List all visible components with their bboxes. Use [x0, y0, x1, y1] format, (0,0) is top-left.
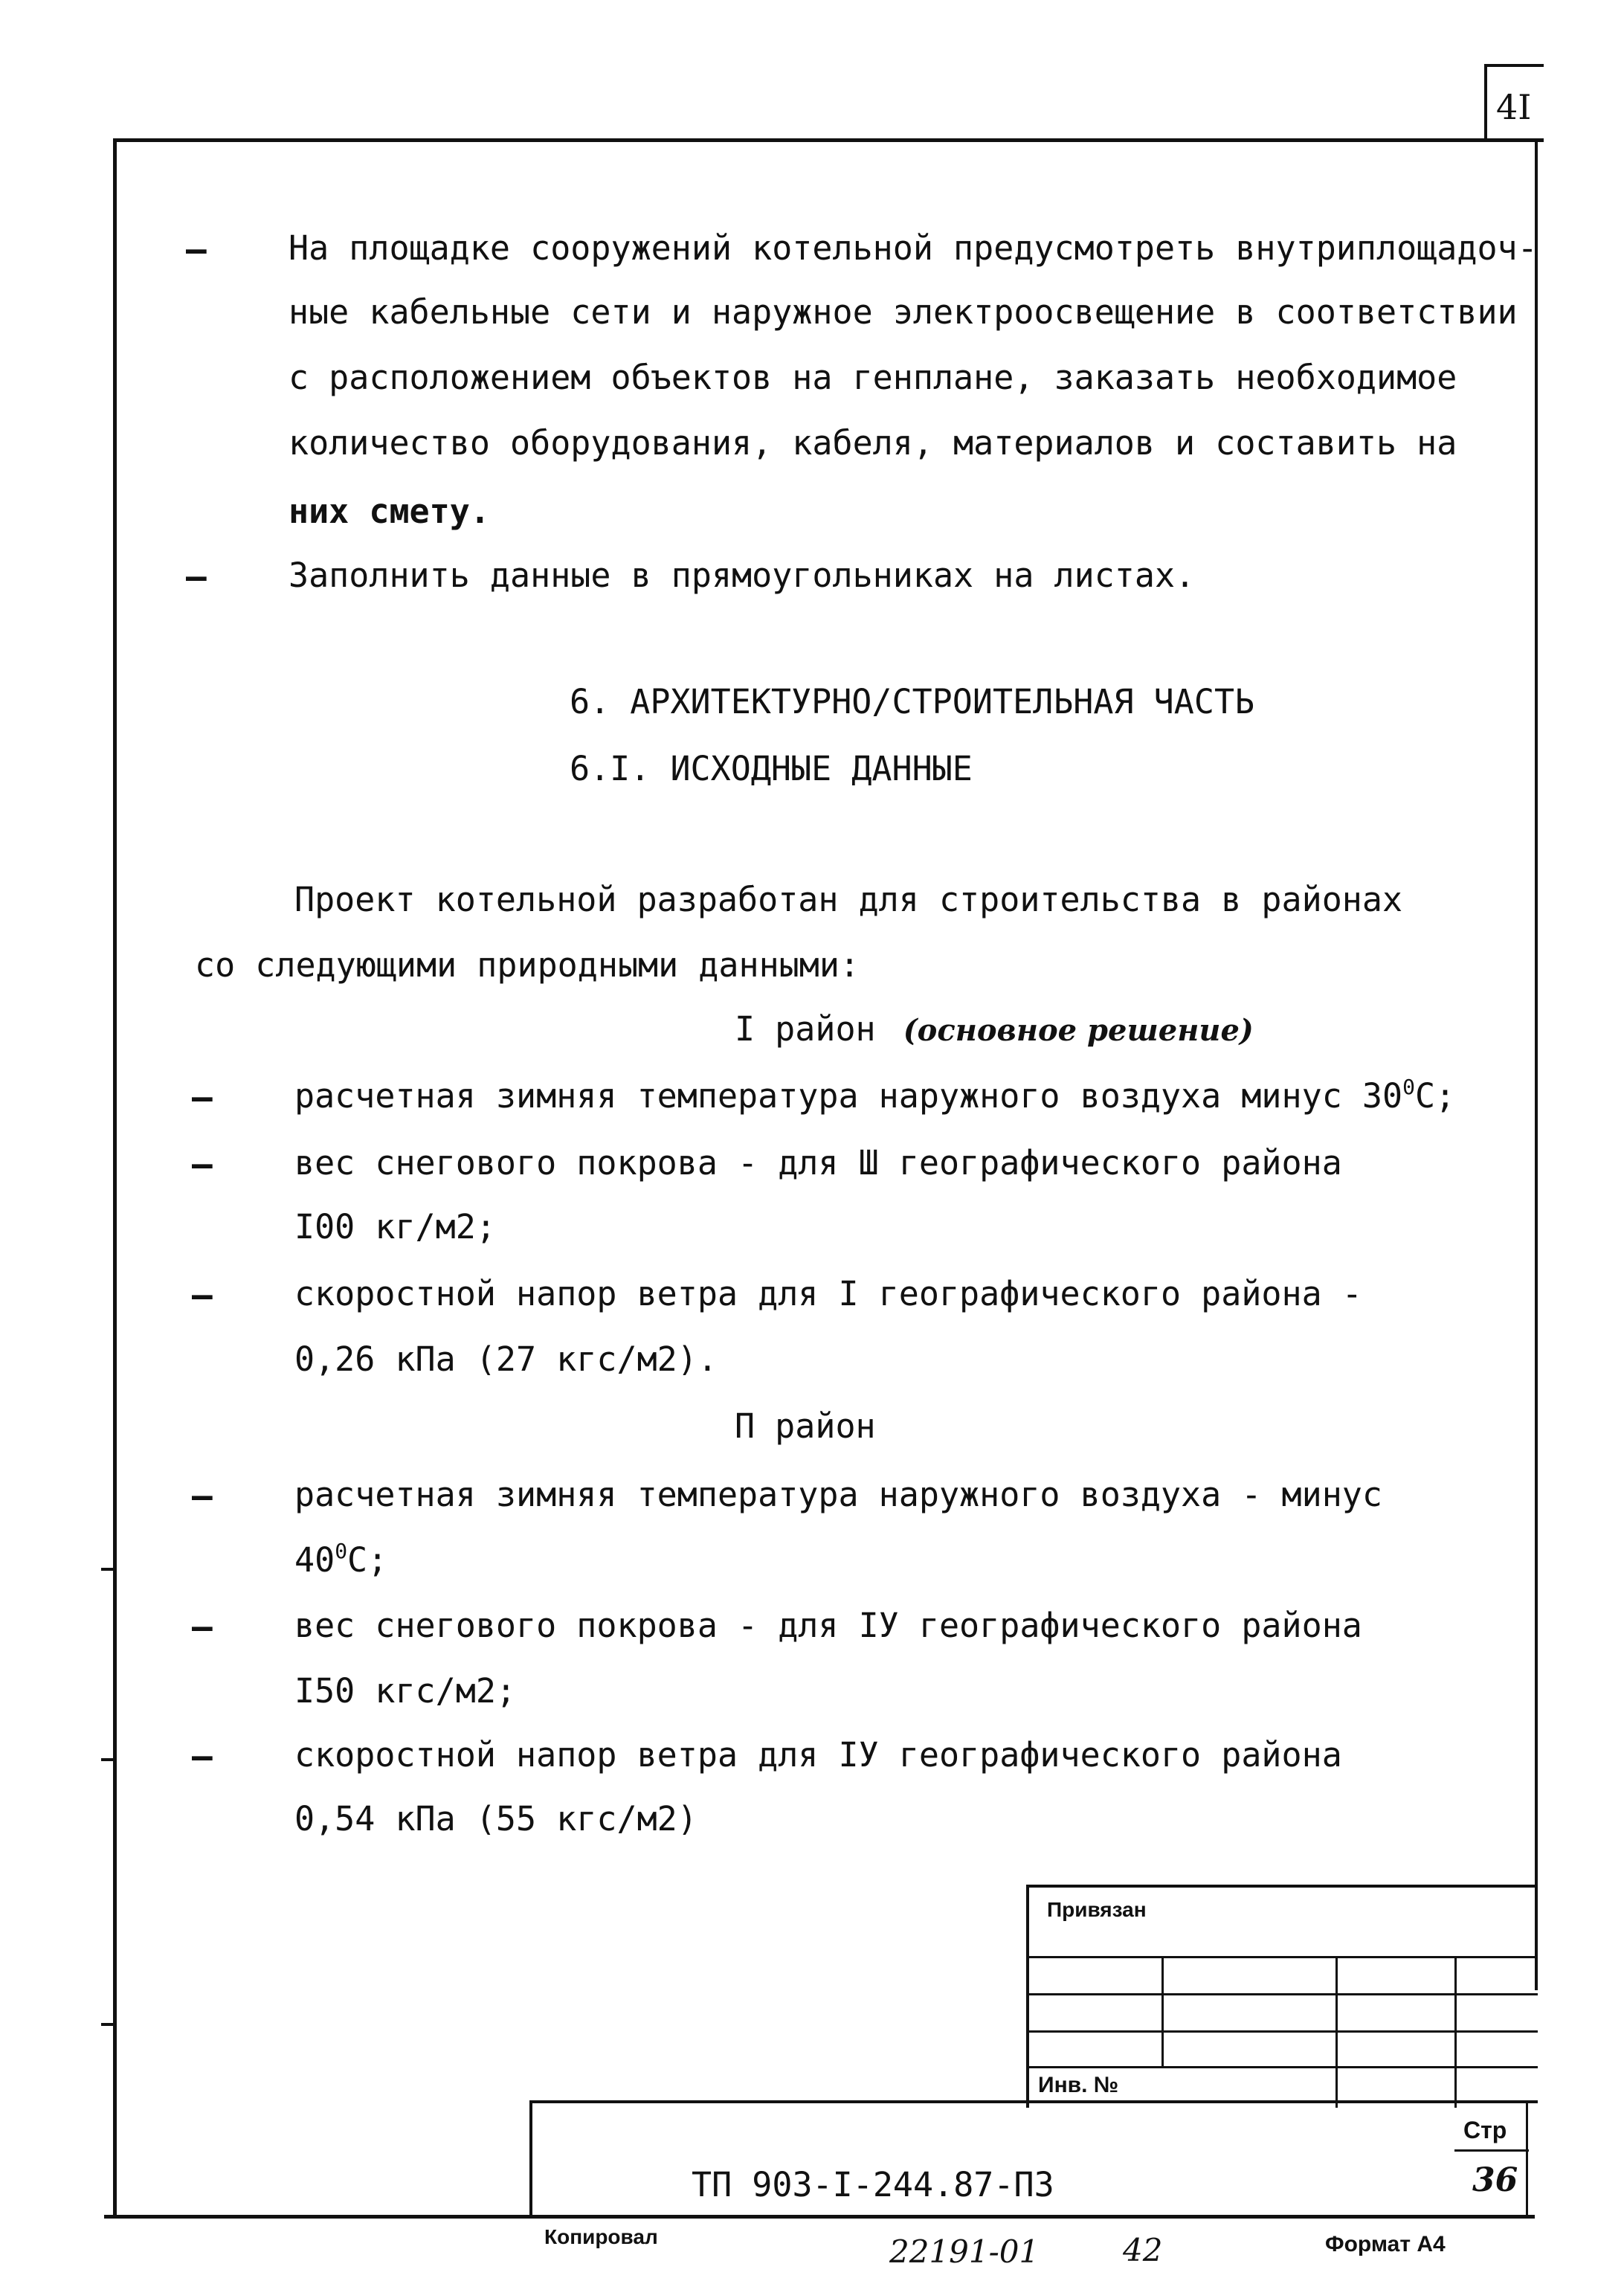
frame-top	[113, 138, 1544, 142]
region1-temperature-text: расчетная зимняя температура наружного воздуха минус 30	[294, 1076, 1403, 1116]
format-label: Формат А4	[1325, 2232, 1446, 2256]
list-dash: –	[192, 1476, 213, 1516]
list-dash: –	[192, 1144, 213, 1184]
region2-wind-line: скоростной напор ветра для IУ географического района	[294, 1735, 1342, 1775]
intro-line: со следующими природными данными:	[195, 945, 860, 985]
region2-temperature-line	[294, 1540, 387, 1581]
list-item-line: них смету.	[289, 492, 490, 531]
list-dash: –	[192, 1077, 213, 1117]
stamp-lower-left	[529, 2100, 532, 2216]
degree-mark: 0	[1402, 1075, 1415, 1099]
list-item-line: с расположением объектов на генплане, заказать необходимое	[289, 358, 1457, 397]
page-number-box-top	[1484, 64, 1544, 67]
region2-snow-line: I50 кгс/м2;	[294, 1671, 517, 1711]
order-number: 22191-01	[889, 2233, 1040, 2270]
margin-tick	[101, 1568, 115, 1571]
stamp-grid-v	[1454, 1956, 1457, 2108]
list-dash: –	[186, 556, 207, 596]
region1-snow-line: вес снегового покрова - для Ш географического района	[294, 1143, 1342, 1183]
region1-wind-line: скоростной напор ветра для I географического района -	[294, 1274, 1362, 1313]
region1-handwritten-note: (основное решение)	[903, 1013, 1254, 1048]
degree-mark: 0	[335, 1539, 348, 1563]
stamp-grid-v	[1335, 1956, 1338, 2108]
stamp-grid-v	[1161, 1956, 1164, 2068]
section-subtitle: 6.I. ИСХОДНЫЕ ДАННЫЕ	[570, 749, 973, 788]
margin-tick	[101, 1758, 115, 1761]
frame-bottom	[104, 2215, 1535, 2219]
list-dash: –	[192, 1275, 213, 1315]
stamp-grid-h	[1026, 1993, 1538, 1995]
page-number-box-left	[1484, 64, 1487, 141]
privyazan-label: Привязан	[1047, 1898, 1147, 1921]
list-dash: –	[186, 229, 207, 269]
list-dash: –	[192, 1736, 213, 1776]
inventory-number-label: Инв. №	[1038, 2073, 1119, 2097]
frame-right	[1535, 138, 1538, 1990]
stamp-grid-h	[1026, 1956, 1538, 1958]
stamp-upper-top	[1026, 1885, 1538, 1888]
region1-temperature	[294, 1075, 1455, 1117]
copied-label: Копировал	[544, 2225, 658, 2248]
list-dash: –	[192, 1606, 213, 1647]
region2-temperature-value: 40	[294, 1540, 335, 1580]
page-label: Стр	[1463, 2117, 1507, 2143]
list-item-line: Заполнить данные в прямоугольниках на листах.	[289, 556, 1196, 595]
region1-wind-line: 0,26 кПа (27 кгс/м2).	[294, 1339, 718, 1379]
region2-heading: П район	[735, 1406, 876, 1446]
stamp-lower-top	[529, 2100, 1538, 2103]
region1-temperature-unit: С;	[1414, 1076, 1456, 1116]
stamp-grid-h	[1026, 2066, 1538, 2068]
region2-wind-line: 0,54 кПа (55 кгс/м2)	[294, 1799, 697, 1839]
region1-snow-line: I00 кг/м2;	[294, 1207, 496, 1246]
list-item-line: количество оборудования, кабеля, материалов и составить на	[289, 423, 1457, 463]
page-number: 4I	[1496, 87, 1532, 127]
list-item-line: На площадке сооружений котельной предусмотреть внутриплощадоч-	[289, 228, 1538, 268]
region2-snow-line: вес снегового покрова - для IУ географического района	[294, 1606, 1362, 1645]
region1-heading-text: I район	[735, 1009, 876, 1049]
stamp-upper-left	[1026, 1885, 1029, 2108]
section-title: 6. АРХИТЕКТУРНО/СТРОИТЕЛЬНАЯ ЧАСТЬ	[570, 682, 1255, 721]
stamp-page-cell-right	[1526, 2100, 1528, 2216]
list-item-line: ные кабельные сети и наружное электроосвещение в соответствии	[289, 292, 1518, 332]
region1-heading	[735, 1009, 1254, 1052]
region2-temperature-unit: С;	[347, 1540, 388, 1580]
margin-tick	[101, 2023, 115, 2026]
document-code: ТП 903-I-244.87-ПЗ	[692, 2165, 1054, 2204]
intro-line: Проект котельной разработан для строительства в районах	[294, 880, 1403, 919]
stamp-grid-h	[1026, 2030, 1538, 2033]
region2-temperature-line: расчетная зимняя температура наружного воздуха - минус	[294, 1475, 1382, 1514]
page-value: 36	[1472, 2161, 1518, 2199]
frame-left	[113, 138, 117, 2218]
stamp-page-cell-h	[1454, 2149, 1529, 2152]
sheet-number: 42	[1123, 2232, 1163, 2268]
